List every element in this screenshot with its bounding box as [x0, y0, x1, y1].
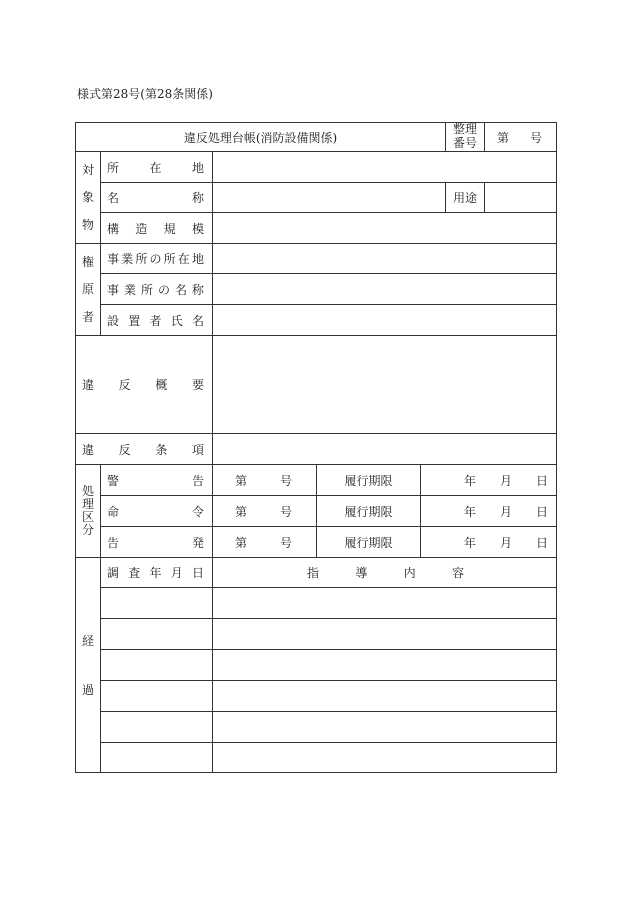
shozaichi-field[interactable]	[212, 151, 557, 183]
keikoku-number-field[interactable]: 第 号	[212, 464, 317, 496]
shido-naiyo-field-1[interactable]	[212, 587, 557, 619]
chosa-date-field-1[interactable]	[100, 587, 213, 619]
ledger-title-cell	[75, 122, 446, 152]
meirei-label: 命 令	[100, 495, 213, 527]
kokuhatsu-number-field[interactable]: 第 号	[212, 526, 317, 558]
kozo-kibo-label: 構 造 規 模	[100, 212, 213, 244]
taishobutsu-group-label: 対 象 物	[75, 151, 101, 244]
chosa-nengappi-header: 調 査 年 月 日	[100, 557, 213, 588]
ihan-gaiyo-field[interactable]	[212, 335, 557, 434]
shido-naiyo-field-3[interactable]	[212, 649, 557, 681]
jigyosho-shozaichi-field[interactable]	[212, 243, 557, 274]
chosa-date-field-6[interactable]	[100, 742, 213, 773]
jigyosho-meisho-label: 事 業 所 の 名 称	[100, 273, 213, 305]
jigyosho-meisho-field[interactable]	[212, 273, 557, 305]
shido-naiyo-field-2[interactable]	[212, 618, 557, 650]
keikoku-kigen-label: 履行期限	[316, 464, 421, 496]
keikoku-label: 警 告	[100, 464, 213, 496]
ihan-joko-label: 違 反 条 項	[75, 433, 213, 465]
ledger-title: 違反処理台帳(消防設備関係)	[183, 130, 338, 145]
kokuhatsu-kigen-label: 履行期限	[316, 526, 421, 558]
shori-kubun-group-label: 処 理 区 分	[75, 464, 101, 558]
meisho-label: 名 称	[100, 182, 213, 213]
setchisha-shimei-label: 設 置 者 氏 名	[100, 304, 213, 336]
chosa-date-field-2[interactable]	[100, 618, 213, 650]
meirei-kigen-date-field[interactable]: 年 月 日	[420, 495, 557, 527]
seiri-bango-field[interactable]: 第 号	[484, 122, 557, 152]
jigyosho-shozaichi-label: 事 業 所 の 所 在 地	[100, 243, 213, 274]
seiri-bango-label-cell	[445, 122, 485, 152]
ihan-joko-field[interactable]	[212, 433, 557, 465]
shozaichi-label: 所 在 地	[100, 151, 213, 183]
meirei-number-field[interactable]: 第 号	[212, 495, 317, 527]
keika-group-label: 経 過	[75, 557, 101, 773]
chosa-date-field-4[interactable]	[100, 680, 213, 712]
meisho-field[interactable]	[212, 182, 446, 213]
form-id: 様式第28号(第28条関係)	[77, 87, 213, 101]
keikoku-kigen-date-field[interactable]: 年 月 日	[420, 464, 557, 496]
shido-naiyo-field-4[interactable]	[212, 680, 557, 712]
meirei-kigen-label: 履行期限	[316, 495, 421, 527]
shido-naiyo-field-6[interactable]	[212, 742, 557, 773]
kokuhatsu-label: 告 発	[100, 526, 213, 558]
chosa-date-field-5[interactable]	[100, 711, 213, 743]
yoto-field[interactable]	[484, 182, 557, 213]
kozo-kibo-field[interactable]	[212, 212, 557, 244]
yoto-label: 用途	[445, 182, 485, 213]
kokuhatsu-kigen-date-field[interactable]: 年 月 日	[420, 526, 557, 558]
shido-naiyo-header: 指 導 内 容	[212, 557, 557, 588]
setchisha-shimei-field[interactable]	[212, 304, 557, 336]
ihan-gaiyo-label: 違 反 概 要	[75, 335, 213, 434]
kengensha-group-label: 権 原 者	[75, 243, 101, 336]
chosa-date-field-3[interactable]	[100, 649, 213, 681]
shido-naiyo-field-5[interactable]	[212, 711, 557, 743]
seiri-bango-label: 整理 番号	[452, 122, 477, 150]
